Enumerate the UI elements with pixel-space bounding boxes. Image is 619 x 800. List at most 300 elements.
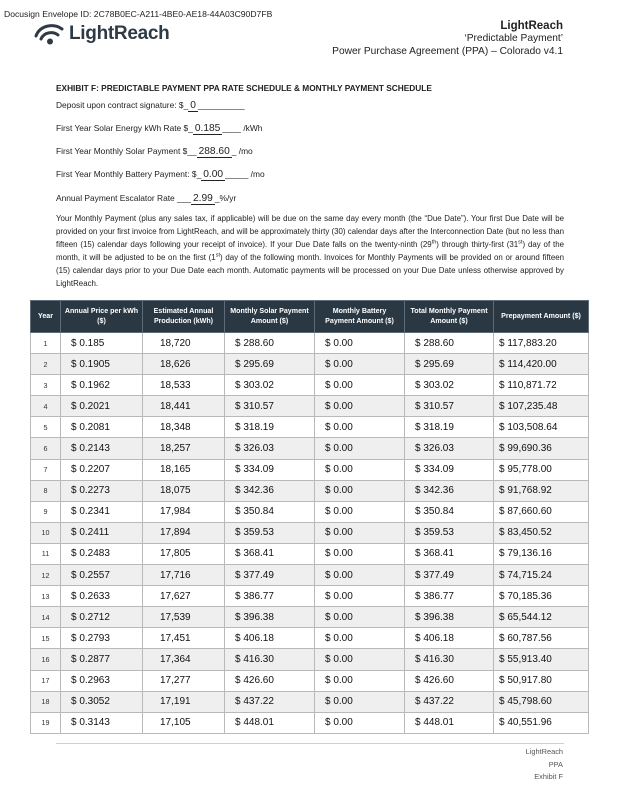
- cell-prepayment-value: $ 79,136.16: [499, 548, 552, 560]
- cell-prepayment: [494, 480, 589, 501]
- cell-total-payment-value: $ 386.77: [415, 590, 454, 602]
- table-row: [31, 691, 589, 712]
- header-subtitle: ‘Predictable Payment’: [464, 33, 563, 44]
- cell-solar-payment: [225, 586, 315, 607]
- cell-battery-payment: [315, 670, 405, 691]
- cell-battery-payment-value: $ 0.00: [325, 675, 353, 687]
- cell-price-value: $ 0.185: [71, 337, 105, 349]
- cell-solar-payment-value: $ 295.69: [235, 358, 274, 370]
- cell-solar-payment: [225, 628, 315, 649]
- cell-production: [143, 333, 225, 354]
- cell-battery-payment-value: $ 0.00: [325, 527, 353, 539]
- table-header-row: [31, 301, 589, 333]
- cell-price-value: $ 0.2021: [71, 400, 110, 412]
- cell-solar-payment: [225, 459, 315, 480]
- cell-year: 6: [31, 438, 61, 459]
- cell-battery-payment-value: $ 0.00: [325, 358, 353, 370]
- cell-battery-payment: [315, 354, 405, 375]
- cell-total-payment: [405, 438, 494, 459]
- cell-total-payment: [405, 670, 494, 691]
- cell-price-value: $ 0.2963: [71, 675, 110, 687]
- cell-production-value: 18,533: [160, 379, 191, 391]
- cell-production: [143, 459, 225, 480]
- cell-prepayment-value: $ 45,798.60: [499, 696, 552, 708]
- cell-production: [143, 480, 225, 501]
- cell-battery-payment: [315, 628, 405, 649]
- cell-battery-payment-value: $ 0.00: [325, 632, 353, 644]
- cell-prepayment-value: $ 50,917.80: [499, 675, 552, 687]
- cell-prepayment-value: $ 114,420.00: [499, 358, 557, 370]
- cell-price-value: $ 0.2081: [71, 421, 110, 433]
- cell-production-value: 17,716: [160, 569, 191, 581]
- cell-total-payment: [405, 417, 494, 438]
- cell-price: [61, 670, 143, 691]
- cell-battery-payment-value: $ 0.00: [325, 464, 353, 476]
- cell-price-value: $ 0.3143: [71, 717, 110, 729]
- footer-exhibit: Exhibit F: [534, 772, 563, 781]
- cell-production-value: 17,191: [160, 696, 191, 708]
- cell-battery-payment: [315, 522, 405, 543]
- cell-total-payment-value: $ 377.49: [415, 569, 454, 581]
- table-row: [31, 522, 589, 543]
- cell-price: [61, 354, 143, 375]
- para-text-1: Your Monthly Payment (plus any sales tax, if applicable) will be due on the same day every month (the “Due Date”). Your first Due Date will be provided on your first invoice from LightReach, and will be approximately thirty (30) calendar days after the Interconnection Date (but no less than fifteen (15) calendar days following your receipt of invoice). If your Due Date falls on the twenty-ninth (29: [56, 214, 564, 249]
- cell-total-payment: [405, 691, 494, 712]
- header-agreement: Power Purchase Agreement (PPA) – Colorado v4.1: [332, 45, 563, 57]
- cell-production-value: 17,364: [160, 653, 191, 665]
- due-date-paragraph: [56, 213, 564, 290]
- cell-solar-payment: [225, 375, 315, 396]
- table-row: [31, 480, 589, 501]
- cell-prepayment: [494, 565, 589, 586]
- footer-doc: PPA: [548, 759, 563, 769]
- cell-prepayment: [494, 543, 589, 564]
- cell-year: 3: [31, 375, 61, 396]
- table-row: [31, 628, 589, 649]
- cell-production-value: 18,348: [160, 421, 191, 433]
- cell-price: [61, 691, 143, 712]
- cell-solar-payment-value: $ 350.84: [235, 506, 274, 518]
- cell-production-value: 17,277: [160, 675, 191, 687]
- cell-prepayment: [494, 691, 589, 712]
- cell-price-value: $ 0.3052: [71, 696, 110, 708]
- cell-battery-payment-value: $ 0.00: [325, 611, 353, 623]
- cell-year: 11: [31, 543, 61, 564]
- cell-prepayment: [494, 417, 589, 438]
- cell-price: [61, 396, 143, 417]
- page-footer: [526, 746, 563, 784]
- table-row: [31, 586, 589, 607]
- cell-solar-payment: [225, 670, 315, 691]
- cell-price-value: $ 0.1962: [71, 379, 110, 391]
- cell-year: 2: [31, 354, 61, 375]
- cell-price-value: $ 0.2483: [71, 548, 110, 560]
- cell-prepayment-value: $ 110,871.72: [499, 379, 557, 391]
- cell-solar-payment-value: $ 396.38: [235, 611, 274, 623]
- cell-price: [61, 649, 143, 670]
- cell-production: [143, 375, 225, 396]
- cell-total-payment: [405, 607, 494, 628]
- cell-solar-payment-value: $ 359.53: [235, 527, 274, 539]
- deposit-suffix: __________: [197, 100, 245, 110]
- cell-battery-payment: [315, 649, 405, 670]
- deposit-value: 0: [190, 100, 196, 111]
- cell-price: [61, 480, 143, 501]
- kwh-rate-suffix: ____ /kWh: [222, 123, 263, 133]
- cell-prepayment: [494, 522, 589, 543]
- cell-prepayment-value: $ 70,185.36: [499, 590, 552, 602]
- cell-total-payment-value: $ 288.60: [415, 337, 454, 349]
- cell-prepayment-value: $ 107,235.48: [499, 400, 558, 412]
- cell-total-payment-value: $ 416.30: [415, 653, 454, 665]
- cell-price: [61, 417, 143, 438]
- table-row: [31, 375, 589, 396]
- cell-price-value: $ 0.2207: [71, 464, 110, 476]
- cell-solar-payment-value: $ 342.36: [235, 485, 274, 497]
- lightreach-logo-mark-icon: [34, 22, 64, 46]
- cell-total-payment-value: $ 350.84: [415, 506, 454, 518]
- cell-production-value: 17,805: [160, 548, 191, 560]
- cell-solar-payment-value: $ 326.03: [235, 443, 274, 455]
- cell-solar-payment: [225, 417, 315, 438]
- header-brand: LightReach: [500, 20, 563, 32]
- cell-prepayment: [494, 354, 589, 375]
- cell-price: [61, 333, 143, 354]
- cell-solar-payment: [225, 333, 315, 354]
- cell-production: [143, 543, 225, 564]
- table-row: [31, 543, 589, 564]
- cell-solar-payment-value: $ 310.57: [235, 400, 274, 412]
- cell-battery-payment-value: $ 0.00: [325, 421, 353, 433]
- para-sup-1: th: [431, 239, 437, 246]
- cell-price: [61, 586, 143, 607]
- cell-prepayment-value: $ 103,508.64: [499, 421, 558, 433]
- cell-price-value: $ 0.2273: [71, 485, 110, 497]
- cell-price: [61, 438, 143, 459]
- header-total-payment: Total Monthly Payment Amount ($): [405, 301, 494, 333]
- para-text-4: ) day of the following month. Invoices for Monthly Payments will be provided on or around fifteen (15) calendar days prior to your Due Date each month. Automatic payments will be processed on your Due Date unless otherwise approved by LightReach.: [56, 252, 565, 288]
- cell-total-payment-value: $ 368.41: [415, 548, 454, 560]
- cell-price-value: $ 0.2341: [71, 506, 110, 518]
- cell-total-payment: [405, 480, 494, 501]
- header-year: Year: [31, 301, 61, 333]
- cell-year: 1: [31, 333, 61, 354]
- cell-battery-payment: [315, 586, 405, 607]
- header-battery-payment: Monthly Battery Payment Amount ($): [315, 301, 405, 333]
- cell-total-payment-value: $ 342.36: [415, 485, 454, 497]
- cell-prepayment: [494, 586, 589, 607]
- cell-total-payment: [405, 712, 494, 733]
- cell-year: 19: [31, 712, 61, 733]
- para-text-2: ) through thirty-first (31: [436, 239, 519, 249]
- cell-price-value: $ 0.2877: [71, 653, 110, 665]
- cell-solar-payment: [225, 691, 315, 712]
- cell-battery-payment-value: $ 0.00: [325, 485, 353, 497]
- solar-payment-suffix: _ /mo: [231, 146, 253, 156]
- header-production: Estimated Annual Production (kWh): [143, 301, 225, 333]
- cell-solar-payment-value: $ 318.19: [235, 421, 274, 433]
- header-prepayment: Prepayment Amount ($): [494, 301, 589, 333]
- deposit-label: Deposit upon contract signature: $_: [56, 100, 189, 110]
- cell-solar-payment-value: $ 377.49: [235, 569, 274, 581]
- cell-battery-payment: [315, 375, 405, 396]
- cell-prepayment: [494, 375, 589, 396]
- table-row: [31, 459, 589, 480]
- header-price: Annual Price per kWh ($): [61, 301, 143, 333]
- cell-year: 14: [31, 607, 61, 628]
- table-row: [31, 649, 589, 670]
- cell-production-value: 17,894: [160, 527, 191, 539]
- deposit-field: [56, 100, 244, 112]
- para-sup-2: st: [518, 239, 523, 246]
- cell-prepayment: [494, 333, 589, 354]
- cell-year: 12: [31, 565, 61, 586]
- logo-wordmark: LightReach: [69, 23, 170, 44]
- cell-prepayment: [494, 628, 589, 649]
- cell-prepayment-value: $ 55,913.40: [499, 653, 552, 665]
- cell-prepayment-value: $ 91,768.92: [499, 485, 552, 497]
- table-row: [31, 565, 589, 586]
- cell-solar-payment: [225, 522, 315, 543]
- cell-price: [61, 501, 143, 522]
- solar-payment-label: First Year Monthly Solar Payment $__: [56, 146, 197, 156]
- cell-year: 15: [31, 628, 61, 649]
- battery-payment-field: [56, 169, 265, 181]
- cell-solar-payment-value: $ 426.60: [235, 675, 274, 687]
- cell-total-payment-value: $ 359.53: [415, 527, 454, 539]
- cell-year: 13: [31, 586, 61, 607]
- cell-total-payment-value: $ 437.22: [415, 696, 454, 708]
- header-solar-payment: Monthly Solar Payment Amount ($): [225, 301, 315, 333]
- cell-battery-payment-value: $ 0.00: [325, 400, 353, 412]
- cell-battery-payment: [315, 565, 405, 586]
- cell-total-payment-value: $ 334.09: [415, 464, 454, 476]
- cell-total-payment: [405, 522, 494, 543]
- cell-production-value: 18,626: [160, 358, 191, 370]
- cell-prepayment-value: $ 40,551.96: [499, 717, 552, 729]
- cell-total-payment: [405, 396, 494, 417]
- cell-price: [61, 375, 143, 396]
- cell-production-value: 17,451: [160, 632, 191, 644]
- cell-production: [143, 417, 225, 438]
- cell-total-payment-value: $ 448.01: [415, 717, 454, 729]
- cell-prepayment-value: $ 65,544.12: [499, 611, 552, 623]
- cell-year: 7: [31, 459, 61, 480]
- cell-production-value: 17,539: [160, 611, 191, 623]
- cell-prepayment: [494, 712, 589, 733]
- cell-total-payment: [405, 543, 494, 564]
- table-row: [31, 670, 589, 691]
- cell-total-payment: [405, 628, 494, 649]
- cell-solar-payment: [225, 712, 315, 733]
- cell-solar-payment-value: $ 437.22: [235, 696, 274, 708]
- solar-payment-value: 288.60: [198, 146, 230, 157]
- cell-total-payment-value: $ 310.57: [415, 400, 454, 412]
- cell-battery-payment: [315, 438, 405, 459]
- cell-price: [61, 565, 143, 586]
- cell-prepayment: [494, 607, 589, 628]
- cell-production-value: 17,627: [160, 590, 191, 602]
- cell-total-payment: [405, 459, 494, 480]
- cell-solar-payment-value: $ 303.02: [235, 379, 274, 391]
- cell-solar-payment: [225, 565, 315, 586]
- table-row: [31, 438, 589, 459]
- cell-price-value: $ 0.1905: [71, 358, 110, 370]
- cell-prepayment: [494, 459, 589, 480]
- kwh-rate-label: First Year Solar Energy kWh Rate $_: [56, 123, 193, 133]
- cell-price: [61, 607, 143, 628]
- cell-year: 17: [31, 670, 61, 691]
- cell-solar-payment: [225, 543, 315, 564]
- cell-prepayment: [494, 670, 589, 691]
- cell-price-value: $ 0.2793: [71, 632, 110, 644]
- cell-prepayment-value: $ 95,778.00: [499, 464, 552, 476]
- cell-production: [143, 565, 225, 586]
- cell-total-payment: [405, 586, 494, 607]
- cell-battery-payment: [315, 333, 405, 354]
- cell-battery-payment-value: $ 0.00: [325, 569, 353, 581]
- cell-production: [143, 691, 225, 712]
- cell-solar-payment-value: $ 448.01: [235, 717, 274, 729]
- footer-brand: LightReach: [525, 747, 563, 756]
- cell-battery-payment: [315, 712, 405, 733]
- cell-battery-payment: [315, 396, 405, 417]
- cell-battery-payment: [315, 459, 405, 480]
- cell-price: [61, 628, 143, 649]
- cell-solar-payment: [225, 354, 315, 375]
- cell-production: [143, 628, 225, 649]
- cell-solar-payment-value: $ 334.09: [235, 464, 274, 476]
- cell-year: 4: [31, 396, 61, 417]
- cell-total-payment: [405, 333, 494, 354]
- cell-solar-payment-value: $ 386.77: [235, 590, 274, 602]
- cell-price: [61, 459, 143, 480]
- para-sup-3: st: [215, 252, 220, 259]
- cell-year: 10: [31, 522, 61, 543]
- cell-total-payment: [405, 649, 494, 670]
- cell-solar-payment: [225, 438, 315, 459]
- cell-production: [143, 607, 225, 628]
- cell-year: 18: [31, 691, 61, 712]
- cell-solar-payment-value: $ 406.18: [235, 632, 274, 644]
- kwh-rate-value: 0.185: [194, 123, 221, 134]
- table-row: [31, 607, 589, 628]
- cell-total-payment-value: $ 295.69: [415, 358, 454, 370]
- cell-prepayment: [494, 438, 589, 459]
- cell-battery-payment: [315, 417, 405, 438]
- cell-production-value: 17,984: [160, 506, 191, 518]
- cell-price-value: $ 0.2633: [71, 590, 110, 602]
- table-row: [31, 501, 589, 522]
- cell-production: [143, 438, 225, 459]
- cell-battery-payment-value: $ 0.00: [325, 590, 353, 602]
- cell-total-payment: [405, 354, 494, 375]
- cell-production: [143, 712, 225, 733]
- cell-prepayment-value: $ 74,715.24: [499, 569, 552, 581]
- cell-prepayment: [494, 649, 589, 670]
- cell-total-payment-value: $ 396.38: [415, 611, 454, 623]
- escalator-value: 2.99: [193, 193, 213, 204]
- cell-prepayment-value: $ 87,660.60: [499, 506, 552, 518]
- cell-battery-payment-value: $ 0.00: [325, 696, 353, 708]
- cell-battery-payment-value: $ 0.00: [325, 548, 353, 560]
- cell-total-payment-value: $ 406.18: [415, 632, 454, 644]
- cell-production: [143, 396, 225, 417]
- cell-battery-payment: [315, 543, 405, 564]
- cell-production-value: 17,105: [160, 717, 191, 729]
- cell-prepayment-value: $ 60,787.56: [499, 632, 552, 644]
- envelope-id: Docusign Envelope ID: 2C78B0EC-A211-4BE0-AE18-44A03C90D7FB: [4, 9, 273, 19]
- cell-solar-payment: [225, 649, 315, 670]
- cell-price: [61, 543, 143, 564]
- cell-production-value: 18,165: [160, 464, 191, 476]
- battery-payment-label: First Year Monthly Battery Payment: $_: [56, 169, 202, 179]
- cell-solar-payment-value: $ 368.41: [235, 548, 274, 560]
- cell-battery-payment-value: $ 0.00: [325, 337, 353, 349]
- cell-solar-payment: [225, 501, 315, 522]
- cell-price-value: $ 0.2143: [71, 443, 110, 455]
- cell-year: 5: [31, 417, 61, 438]
- cell-price-value: $ 0.2557: [71, 569, 110, 581]
- exhibit-title: EXHIBIT F: PREDICTABLE PAYMENT PPA RATE SCHEDULE & MONTHLY PAYMENT SCHEDULE: [56, 83, 432, 93]
- cell-total-payment-value: $ 318.19: [415, 421, 454, 433]
- table-row: [31, 417, 589, 438]
- cell-year: 9: [31, 501, 61, 522]
- cell-production-value: 18,720: [160, 337, 191, 349]
- table-row: [31, 333, 589, 354]
- cell-total-payment: [405, 375, 494, 396]
- cell-production-value: 18,075: [160, 485, 191, 497]
- cell-prepayment-value: $ 99,690.36: [499, 443, 552, 455]
- payment-schedule-table: [30, 300, 589, 734]
- table-row: [31, 712, 589, 733]
- cell-battery-payment: [315, 691, 405, 712]
- cell-battery-payment: [315, 501, 405, 522]
- cell-battery-payment-value: $ 0.00: [325, 717, 353, 729]
- cell-year: 16: [31, 649, 61, 670]
- cell-production: [143, 522, 225, 543]
- solar-payment-field: [56, 146, 253, 158]
- cell-solar-payment: [225, 480, 315, 501]
- cell-battery-payment: [315, 480, 405, 501]
- cell-prepayment-value: $ 117,883.20: [499, 337, 557, 349]
- document-header: [332, 19, 563, 58]
- cell-price: [61, 522, 143, 543]
- cell-production-value: 18,257: [160, 443, 191, 455]
- cell-price-value: $ 0.2712: [71, 611, 110, 623]
- para-text-3: ) day of the month, it will be adjusted to be on the first (1: [56, 239, 564, 262]
- cell-prepayment-value: $ 83,450.52: [499, 527, 552, 539]
- cell-total-payment: [405, 501, 494, 522]
- table-row: [31, 354, 589, 375]
- cell-battery-payment-value: $ 0.00: [325, 653, 353, 665]
- cell-price: [61, 712, 143, 733]
- cell-solar-payment: [225, 396, 315, 417]
- cell-total-payment-value: $ 426.60: [415, 675, 454, 687]
- cell-battery-payment-value: $ 0.00: [325, 379, 353, 391]
- cell-solar-payment: [225, 607, 315, 628]
- cell-total-payment-value: $ 326.03: [415, 443, 454, 455]
- cell-solar-payment-value: $ 416.30: [235, 653, 274, 665]
- cell-solar-payment-value: $ 288.60: [235, 337, 274, 349]
- footer-divider: [56, 743, 564, 744]
- escalator-label: Annual Payment Escalator Rate ___: [56, 193, 192, 203]
- cell-production: [143, 649, 225, 670]
- cell-production: [143, 354, 225, 375]
- kwh-rate-field: [56, 123, 262, 135]
- cell-price-value: $ 0.2411: [71, 527, 110, 539]
- cell-battery-payment-value: $ 0.00: [325, 443, 353, 455]
